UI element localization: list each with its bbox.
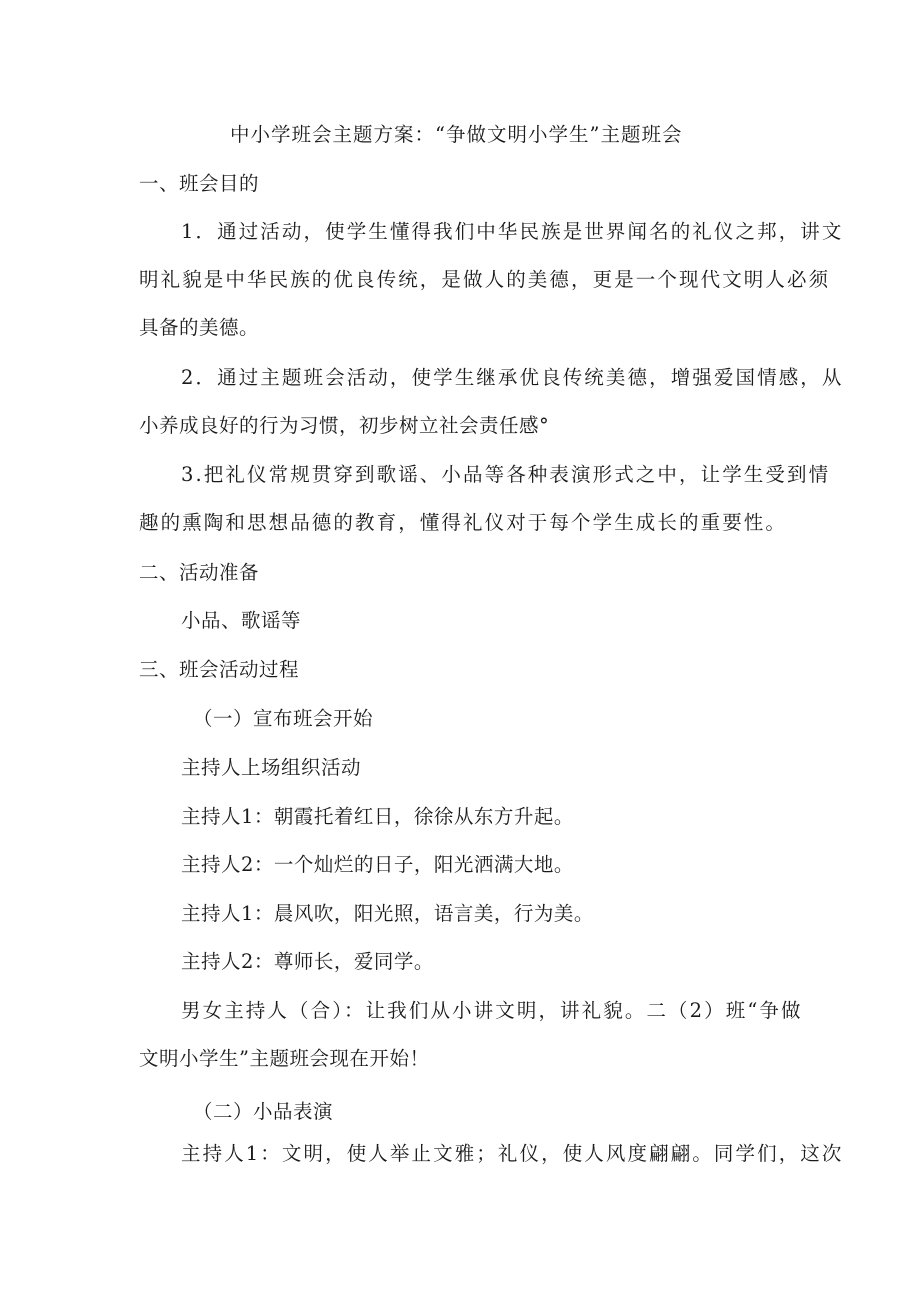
paragraph-line: 小品、歌谣等 bbox=[181, 609, 302, 632]
subsection-heading: （一）宣布班会开始 bbox=[193, 707, 374, 730]
paragraph-line: 3.把礼仪常规贯穿到歌谣、小品等各种表演形式之中，让学生受到情 bbox=[181, 463, 831, 486]
paragraph-line: 具备的美德。 bbox=[139, 316, 260, 339]
dialogue-line: 男女主持人（合）：让我们从小讲文明，讲礼貌。二（2）班“争做 bbox=[181, 999, 803, 1022]
dialogue-line: 主持人2：一个灿烂的日子，阳光洒满大地。 bbox=[181, 853, 574, 876]
dialogue-line: 文明小学生”主题班会现在开始！ bbox=[139, 1047, 430, 1070]
dialogue-line: 主持人1：文明，使人举止文雅；礼仪，使人风度翩翩。同学们，这次 bbox=[181, 1142, 844, 1165]
dialogue-line: 主持人1：朝霞托着红日，徐徐从东方升起。 bbox=[181, 805, 574, 828]
subsection-heading: （二）小品表演 bbox=[193, 1100, 334, 1123]
paragraph-line: 小养成良好的行为习惯，初步树立社会责任感° bbox=[139, 414, 550, 437]
dialogue-line: 主持人1：晨风吹，阳光照，语言美，行为美。 bbox=[181, 902, 594, 925]
paragraph-line: 1．通过活动，使学生懂得我们中华民族是世界闻名的礼仪之邦，讲文 bbox=[181, 220, 844, 243]
paragraph-line: 趣的熏陶和思想品德的教育，懂得礼仪对于每个学生成长的重要性。 bbox=[139, 511, 788, 534]
paragraph-line: 2．通过主题班会活动，使学生继承优良传统美德，增强爱国情感，从 bbox=[181, 366, 844, 389]
paragraph-line: 明礼貌是中华民族的优良传统，是做人的美德，更是一个现代文明人必须 bbox=[139, 268, 831, 291]
section-heading: 一、班会目的 bbox=[139, 172, 260, 195]
document-title: 中小学班会主题方案：“争做文明小学生”主题班会 bbox=[230, 123, 683, 146]
section-heading: 二、活动准备 bbox=[139, 561, 260, 584]
dialogue-line: 主持人2：尊师长，爱同学。 bbox=[181, 950, 434, 973]
section-heading: 三、班会活动过程 bbox=[139, 658, 300, 681]
paragraph-line: 主持人上场组织活动 bbox=[181, 756, 362, 779]
